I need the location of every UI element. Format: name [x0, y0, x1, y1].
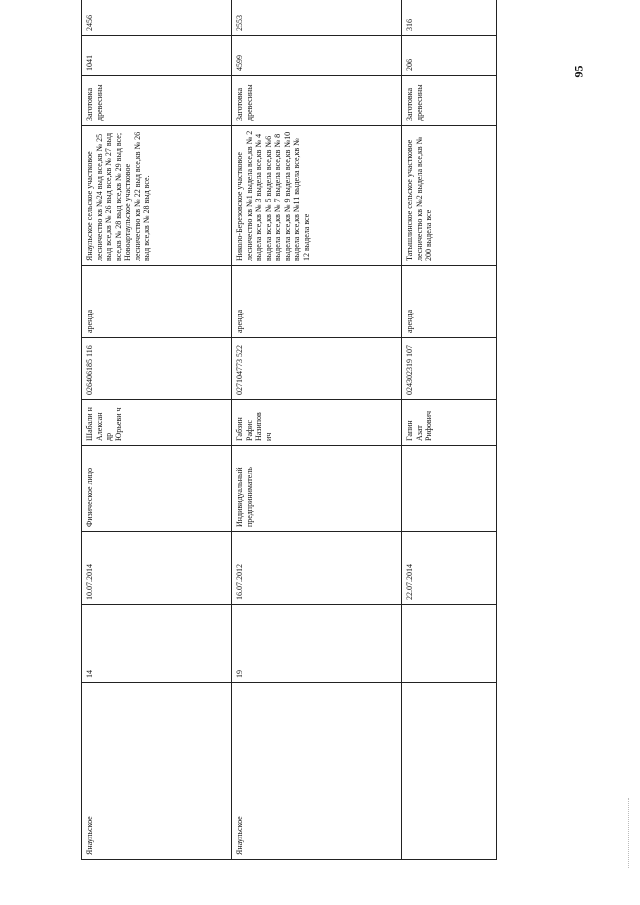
- cell-location: Татышлинское сельское участковое лесничество кв №2 выдела все,кв № 200 выдела все: [402, 126, 497, 266]
- cell-district: Янаульское: [82, 683, 232, 860]
- cell-volume: 2456: [82, 0, 232, 36]
- cell-document: 027104773 522: [232, 338, 402, 400]
- cell-name: Шабали н Алексан др Юрьеви ч: [82, 400, 232, 446]
- cell-area: 206: [402, 36, 497, 76]
- cell-purpose: Заготовка древесины: [232, 76, 402, 126]
- cell-location: Николо-Березовское участковое лесничество кв №1 выдела все,кв № 2 выдела все,кв № 3 выдела все,кв № 4 выдела все,кв № 5 выдела все,кв №6 выдела все,кв № 7 выдела все,кв № 8 выдела все,кв № 9 выдела все,кв №10 выдела все,кв №11 выдела все,кв № 12 выдела все: [232, 126, 402, 266]
- cell-name: Габзин Рафис Назипов ич: [232, 400, 402, 446]
- cell-number: [402, 605, 497, 683]
- cell-date: 16.07.2012: [232, 532, 402, 605]
- cell-volume: 2553: [232, 0, 402, 36]
- cell-area: 4599: [232, 36, 402, 76]
- cell-district: Янаульское: [232, 683, 402, 860]
- cell-location: Янаульское сельское участковое лесничество кв №24 выд все,кв № 25 выд все,кв № 26 выд все,кв № 27 выд все,кв № 28 выд все,кв № 29 выд все; Новоартаульское участковое лесничество кв № 22 выд все,кв № 26 выд все,кв № 28 выд все.: [82, 126, 232, 266]
- table-row: [232, 0, 402, 860]
- registry-table: [81, 0, 497, 860]
- cell-purpose: Заготовка древесины: [82, 76, 232, 126]
- cell-area: 1041: [82, 36, 232, 76]
- cell-document: 024302319 107: [402, 338, 497, 400]
- table-row: [402, 0, 497, 860]
- cell-person-type: Индивидуальный предприниматель: [232, 446, 402, 532]
- cell-right: аренда: [232, 266, 402, 338]
- cell-document: 026406185 116: [82, 338, 232, 400]
- cell-name: Гапин Азат Рифович: [402, 400, 497, 446]
- cell-date: 10.07.2014: [82, 532, 232, 605]
- cell-number: 19: [232, 605, 402, 683]
- cell-right: аренда: [82, 266, 232, 338]
- cell-district: [402, 683, 497, 860]
- cell-number: 14: [82, 605, 232, 683]
- page-number: 95: [571, 65, 586, 78]
- rotated-table-container: [81, 15, 496, 860]
- cell-volume: 316: [402, 0, 497, 36]
- cell-date: 22.07.2014: [402, 532, 497, 605]
- cell-purpose: Заготовка древесины: [402, 76, 497, 126]
- cell-person-type: [402, 446, 497, 532]
- table-row: [82, 0, 232, 860]
- cell-person-type: Физическое лицо: [82, 446, 232, 532]
- scan-artifact: [628, 798, 631, 868]
- cell-right: аренда: [402, 266, 497, 338]
